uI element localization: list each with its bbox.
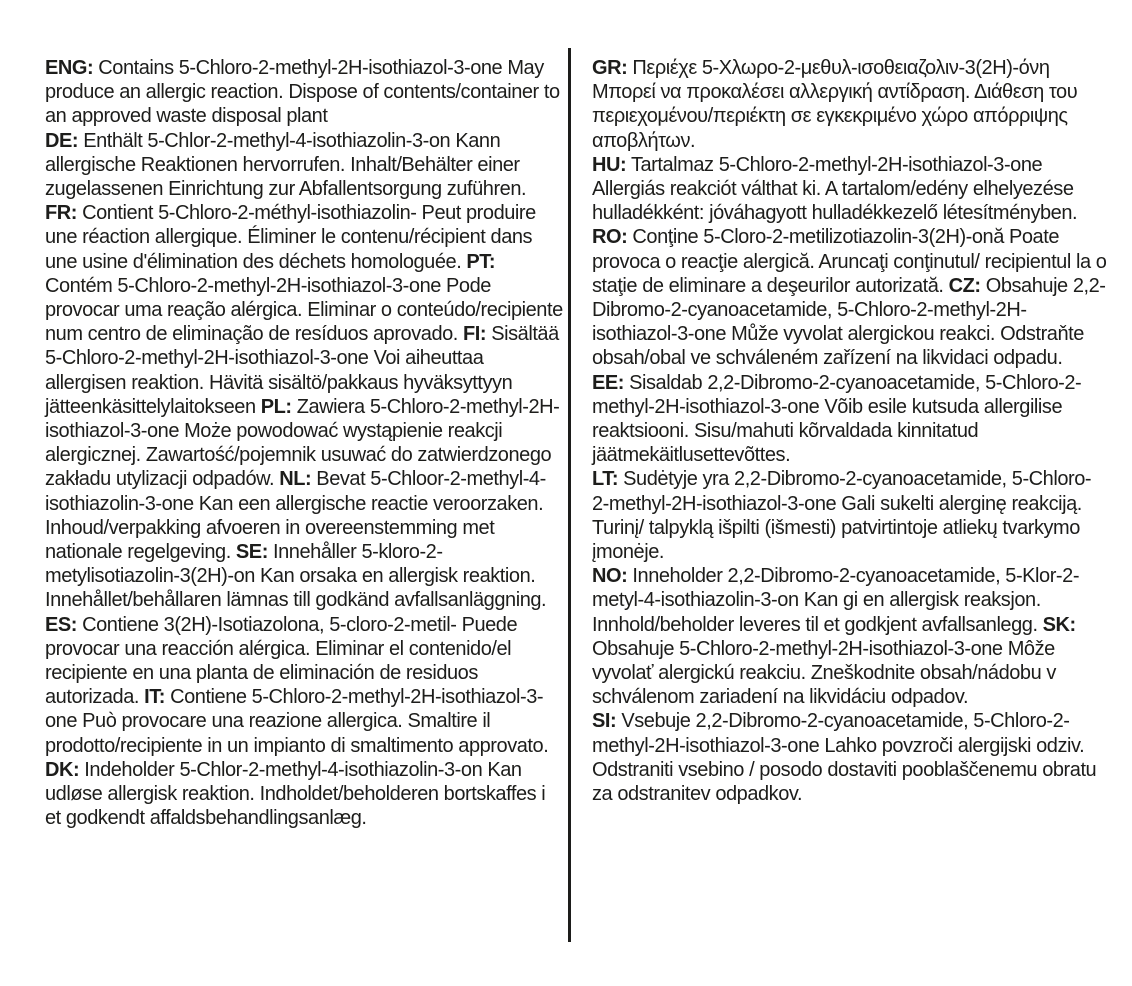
left-text-column	[45, 56, 563, 831]
language-code: LT:	[592, 468, 619, 491]
label-paragraph	[45, 758, 563, 831]
language-code: ES:	[45, 613, 77, 636]
language-code: DK:	[45, 758, 80, 781]
label-paragraph	[592, 225, 1107, 370]
language-text: Sudėtyje yra 2,2-Dibromo-2-cyanoacetamide, 5-Chloro-2-methyl-2H-isothiazol-3-one Gali sukelti alerginę reakciją. Turinį/ talpyklą išpilti (išmesti) patvirtintoje atliekų tvarkymo įmonėje.	[592, 468, 1092, 564]
label-paragraph	[592, 56, 1107, 153]
language-text: Conţine 5-Cloro-2-metilizotiazolin-3(2H)-onă Poate provoca o reacţie alergică. Aruncaţi conţinutul/ recipientul la o staţie de eliminare a deşeurilor autorizată.	[592, 226, 1107, 297]
label-paragraph	[45, 56, 563, 129]
language-text: Zawiera 5-Chloro-2-methyl-2H-isothiazol-3-one Może powodować wystąpienie reakcji alergicznej. Zawartość/pojemnik usuwać do zatwierdzonego zakładu utylizacji odpadów.	[45, 395, 560, 491]
language-code: SE:	[235, 541, 268, 564]
language-text: Obsahuje 5-Chloro-2-methyl-2H-isothiazol-3-one Môže vyvolať alergickú reakciu. Zneškodnite obsah/nádobu v schválenom zariadení na likvidáciu odpadov.	[592, 637, 1056, 709]
language-code: IT:	[144, 686, 165, 709]
label-paragraph	[592, 709, 1107, 806]
language-code: EE:	[592, 371, 624, 394]
language-text: Contains 5-Chloro-2-methyl-2H-isothiazol-3-one May produce an allergic reaction. Dispose of contents/container to an approved waste disposal plant	[45, 57, 560, 128]
language-text: Περιέχε 5-Χλωρο-2-μεθυλ-ισοθειαζολιν-3(2Η)-όνη Μπορεί να προκαλέσει αλλεργική αντίδραση. Διάθεση του περιεχομένου/περιέκτη σε εγκεκριμένο χώρο απόρριψης αποβλήτων.	[592, 57, 1078, 152]
language-text: Tartalmaz 5-Chloro-2-methyl-2H-isothiazol-3-one Allergiás reakciót válthat ki. A tartalom/edény elhelyezése hulladékként: jóváhagyott hulladékkezelő létesítményben.	[592, 153, 1078, 225]
language-code: FR:	[45, 202, 77, 225]
language-text: Bevat 5-Chloor-2-methyl-4-isothiazolin-3-one Kan een allergische reactie veroorzaken. Inhoud/verpakking afvoeren in overeenstemming met nationale regelgeving.	[45, 468, 546, 564]
language-code: HU:	[592, 153, 627, 176]
language-code: PL:	[260, 395, 292, 418]
language-text: Contiene 3(2H)-Isotiazolona, 5-cloro-2-metil- Puede provocar una reacción alérgica. Eliminar el contenido/el recipiente en una planta de eliminación de residuos autorizada.	[45, 613, 518, 709]
column-divider-rule	[568, 48, 571, 942]
language-text: Contiene 5-Chloro-2-methyl-2H-isothiazol-3-one Può provocare una reazione allergica. Smaltire il prodotto/recipiente in un impianto di smaltimento approvato.	[45, 686, 549, 757]
label-paragraph	[592, 371, 1107, 468]
language-code: GR:	[592, 57, 628, 79]
right-text-column	[592, 56, 1107, 806]
language-text: Vsebuje 2,2-Dibromo-2-cyanoacetamide, 5-Chloro-2-methyl-2H-isothiazol-3-one Lahko povzroči alergijski odziv. Odstraniti vsebino / posodo dostaviti pooblaščenemu obratu za odstranitev odpadkov.	[592, 710, 1097, 806]
language-text: Enthält 5-Chlor-2-methyl-4-isothiazolin-3-on Kann allergische Reaktionen hervorrufen. Inhalt/Behälter einer zugelassenen Einrichtung zur Abfallentsorgung zuführen.	[45, 129, 527, 201]
language-code: CZ:	[948, 274, 981, 297]
language-text: Contient 5-Chloro-2-méthyl-isothiazolin- Peut produire une réaction allergique. Éliminer le contenu/récipient dans une usine d'élimination des déchets homologuée.	[45, 202, 536, 273]
language-code: SK:	[1042, 613, 1076, 636]
language-code: NL:	[279, 468, 312, 491]
language-code: DE:	[45, 129, 79, 152]
label-paragraph	[592, 467, 1107, 564]
language-code: SI:	[592, 710, 617, 733]
label-paragraph	[592, 564, 1107, 709]
language-code: FI:	[463, 323, 487, 346]
label-paragraph	[592, 153, 1107, 226]
language-code: ENG:	[45, 57, 94, 79]
language-text: Inneholder 2,2-Dibromo-2-cyanoacetamide, 5-Klor-2-metyl-4-isothiazolin-3-on Kan gi en allergisk reaksjon. Innhold/beholder leveres til et godkjent avfallsanlegg.	[592, 565, 1080, 636]
language-code: NO:	[592, 565, 628, 588]
language-text: Contém 5-Chloro-2-methyl-2H-isothiazol-3-one Pode provocar uma reação alérgica. Eliminar o conteúdo/recipiente num centro de eliminação de resíduos aprovado.	[45, 274, 563, 346]
language-text: Sisältää 5-Chloro-2-methyl-2H-isothiazol-3-one Voi aiheuttaa allergisen reaktion. Hävitä sisältö/pakkaus hyväksyttyyn jätteenkäsittelylaitokseen	[45, 323, 559, 418]
language-text: Obsahuje 2,2-Dibromo-2-cyanoacetamide, 5-Chloro-2-methyl-2H-isothiazol-3-one Může vyvolat alergickou reakci. Odstraňte obsah/obal ve schváleném zařízení na likvidaci odpadu.	[592, 274, 1106, 370]
language-code: PT:	[466, 250, 496, 273]
language-code: RO:	[592, 226, 628, 249]
language-text: Sisaldab 2,2-Dibromo-2-cyanoacetamide, 5-Chloro-2-methyl-2H-isothiazol-3-one Võib esile kutsuda allergilise reaktsiooni. Sisu/mahuti kõrvaldada kinnitatud jäätmekäitlusettevõttes.	[592, 371, 1082, 467]
label-paragraph	[45, 129, 563, 758]
language-text: Innehåller 5-kloro-2-metylisotiazolin-3(2H)-on Kan orsaka en allergisk reaktion. Innehållet/behållaren lämnas till godkänd avfallsanläggning.	[45, 541, 547, 612]
language-text: Indeholder 5-Chlor-2-methyl-4-isothiazolin-3-on Kan udløse allergisk reaktion. Indholdet/beholderen bortskaffes i et godkendt affaldsbehandlingsanlæg.	[45, 758, 546, 830]
